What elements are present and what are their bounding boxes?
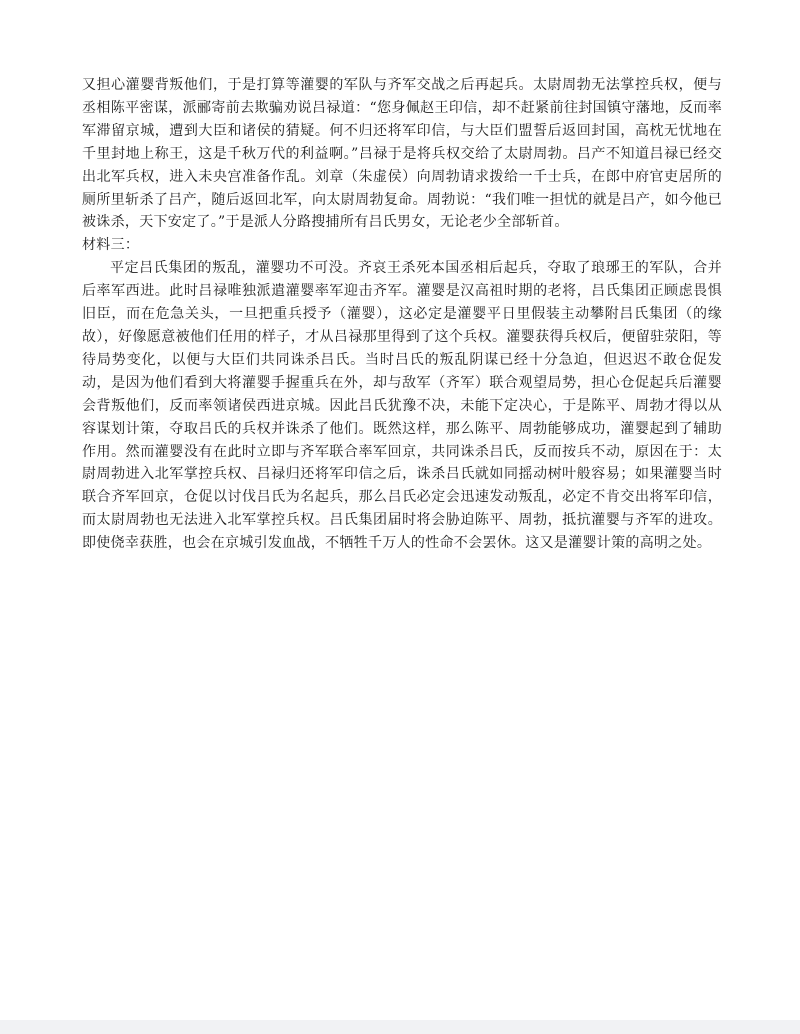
page-bottom-strip <box>0 1020 800 1034</box>
body-text <box>82 74 722 555</box>
section-heading-material-3: 材料三： <box>82 237 140 254</box>
paragraph-material-3: 平定吕氏集团的叛乱，灌婴功不可没。齐哀王杀死本国丞相后起兵，夺取了琅琊王的军队，合并后率军西进。此时吕禄唯独派遣灌婴率军迎击齐军。灌婴是汉高祖时期的老将，吕氏集团正顾虑畏惧旧臣，而在危急关头，一旦把重兵授予（灌婴），这必定是灌婴平日里假装主动攀附吕氏集团（的缘故），好像愿意被他们任用的样子，才从吕禄那里得到了这个兵权。灌婴获得兵权后，便留驻荥阳，等待局势变化，以便与大臣们共同诛杀吕氏。当时吕氏的叛乱阴谋已经十分急迫，但迟迟不敢仓促发动，是因为他们看到大将灌婴手握重兵在外，却与敌军（齐军）联合观望局势，担心仓促起兵后灌婴会背叛他们，反而率领诸侯西进京城。因此吕氏犹豫不决，未能下定决心，于是陈平、周勃才得以从容谋划计策，夺取吕氏的兵权并诛杀了他们。既然这样，那么陈平、周勃能够成功，灌婴起到了辅助作用。然而灌婴没有在此时立即与齐军联合率军回京，共同诛杀吕氏，反而按兵不动，原因在于：太尉周勃进入北军掌控兵权、吕禄归还将军印信之后，诛杀吕氏就如同摇动树叶般容易；如果灌婴当时联合齐军回京，仓促以讨伐吕氏为名起兵，那么吕氏必定会迅速发动叛乱，必定不肯交出将军印信，而太尉周勃也无法进入北军掌控兵权。吕氏集团届时将会胁迫陈平、周勃，抵抗灌婴与齐军的进攻。即使侥幸获胜，也会在京城引发血战，不牺牲千万人的性命不会罢休。这又是灌婴计策的高明之处。 <box>82 260 722 552</box>
paragraph-continuation: 又担心灌婴背叛他们，于是打算等灌婴的军队与齐军交战之后再起兵。太尉周勃无法掌控兵权，便与丞相陈平密谋，派郦寄前去欺骗劝说吕禄道：“您身佩赵王印信，却不赶紧前往封国镇守藩地，反而率军滞留京城，遭到大臣和诸侯的猜疑。何不归还将军印信，与大臣们盟誓后返回封国，高枕无忧地在千里封地上称王，这是千秋万代的利益啊。”吕禄于是将兵权交给了太尉周勃。吕产不知道吕禄已经交出北军兵权，进入未央宫准备作乱。刘章（朱虚侯）向周勃请求拨给一千士兵，在郎中府官吏居所的厕所里斩杀了吕产，随后返回北军，向太尉周勃复命。周勃说：“我们唯一担忧的就是吕产，如今他已被诛杀，天下安定了。”于是派人分路搜捕所有吕氏男女，无论老少全部斩首。 <box>82 77 722 231</box>
